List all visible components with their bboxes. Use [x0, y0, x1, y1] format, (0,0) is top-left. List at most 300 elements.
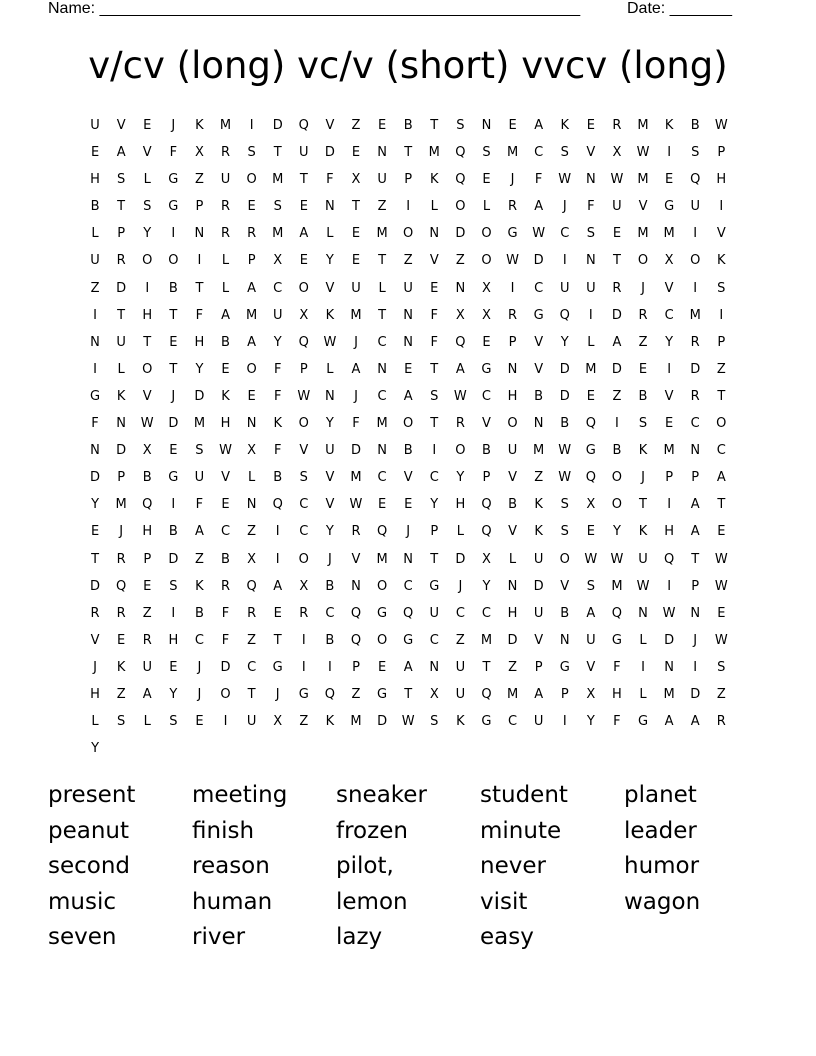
grid-letter: I	[510, 280, 515, 296]
grid-letter: V	[325, 118, 335, 133]
grid-letter: I	[667, 497, 672, 513]
grid-letter: W	[714, 551, 728, 567]
grid-letter: A	[690, 497, 700, 513]
grid-letter: I	[145, 280, 150, 296]
grid-letter: N	[585, 172, 596, 188]
grid-letter: D	[377, 714, 388, 730]
grid-letter: S	[560, 524, 569, 540]
grid-letter: E	[143, 118, 152, 133]
grid-letter: C	[194, 632, 204, 648]
grid-letter: B	[481, 443, 491, 459]
grid-letter: O	[246, 172, 257, 188]
grid-letter: Z	[377, 199, 387, 215]
grid-letter: H	[194, 334, 205, 350]
grid-letter: U	[299, 145, 309, 161]
grid-letter: G	[168, 199, 179, 215]
grid-letter: M	[246, 307, 258, 323]
grid-letter: B	[612, 443, 622, 459]
grid-letter: O	[298, 551, 309, 567]
grid-letter: E	[586, 118, 595, 133]
grid-letter: B	[403, 443, 413, 459]
grid-letter: X	[455, 307, 465, 323]
grid-letter: N	[507, 578, 518, 594]
grid-letter: Y	[430, 497, 439, 513]
grid-letter: E	[482, 172, 491, 188]
grid-letter: E	[612, 226, 622, 242]
grid-letter: P	[534, 659, 543, 675]
grid-letter: H	[168, 632, 179, 648]
grid-letter: S	[143, 199, 152, 215]
grid-letter: D	[116, 280, 127, 296]
grid-letter: Z	[351, 686, 361, 702]
word-list-item: lemon	[336, 888, 408, 915]
word-list-item: planet	[624, 782, 697, 808]
grid-letter: D	[350, 443, 361, 459]
grid-letter: X	[586, 686, 596, 702]
grid-letter: I	[327, 659, 332, 675]
grid-letter: Q	[455, 334, 466, 350]
grid-letter: G	[272, 659, 283, 675]
grid-letter: R	[508, 199, 518, 215]
grid-letter: V	[90, 632, 100, 648]
grid-letter: F	[430, 334, 438, 350]
grid-letter: N	[429, 659, 440, 675]
grid-letter: I	[562, 253, 567, 269]
grid-letter: G	[559, 659, 570, 675]
grid-letter: I	[719, 199, 724, 215]
grid-letter: T	[195, 280, 204, 296]
grid-letter: L	[143, 172, 151, 188]
grid-letter: M	[193, 416, 206, 432]
grid-letter: L	[221, 280, 230, 296]
grid-letter: E	[169, 334, 178, 350]
grid-letter: G	[168, 470, 179, 486]
grid-letter: T	[430, 118, 439, 133]
grid-letter: N	[377, 443, 387, 459]
grid-letter: L	[587, 334, 595, 350]
grid-letter: O	[142, 361, 153, 377]
grid-letter: E	[221, 361, 230, 377]
grid-letter: C	[299, 497, 309, 513]
grid-letter: Q	[585, 470, 596, 486]
grid-letter: X	[142, 443, 152, 459]
grid-letter: H	[90, 686, 100, 702]
grid-letter: E	[143, 578, 152, 594]
grid-letter: V	[664, 280, 674, 296]
grid-letter: G	[377, 686, 388, 702]
grid-letter: F	[91, 416, 99, 432]
grid-letter: O	[690, 253, 701, 269]
grid-letter: D	[90, 578, 101, 594]
grid-letter: M	[533, 443, 545, 459]
grid-letter: P	[247, 253, 256, 269]
grid-letter: W	[558, 443, 572, 459]
grid-letter: E	[117, 632, 126, 648]
grid-letter: R	[690, 388, 700, 404]
grid-letter: P	[508, 334, 517, 350]
grid-letter: C	[481, 388, 491, 404]
grid-letter: G	[403, 632, 414, 648]
grid-letter: N	[403, 307, 414, 323]
grid-letter: J	[354, 388, 358, 404]
grid-letter: K	[534, 497, 543, 513]
grid-letter: E	[273, 605, 282, 621]
grid-letter: Q	[481, 497, 492, 513]
grid-letter: C	[377, 334, 387, 350]
grid-letter: K	[221, 388, 230, 404]
grid-letter: N	[533, 416, 544, 432]
grid-letter: N	[246, 416, 257, 432]
grid-letter: R	[299, 605, 309, 621]
grid-letter: D	[168, 551, 179, 567]
word-list-item: peanut	[48, 817, 130, 844]
grid-letter: W	[714, 632, 728, 648]
grid-letter: W	[714, 578, 728, 594]
grid-letter: E	[586, 524, 595, 540]
grid-letter: O	[481, 253, 492, 269]
word-list-item: lazy	[336, 924, 383, 951]
grid-letter: T	[612, 253, 621, 269]
grid-letter: Z	[247, 524, 257, 540]
grid-letter: E	[482, 334, 491, 350]
grid-letter: B	[221, 334, 230, 350]
grid-letter: Z	[194, 172, 204, 188]
grid-letter: K	[116, 659, 126, 675]
grid-letter: Y	[612, 524, 621, 540]
word-list-item: finish	[192, 817, 255, 844]
grid-letter: I	[406, 199, 411, 215]
grid-letter: C	[273, 280, 283, 296]
grid-letter: E	[377, 497, 387, 513]
grid-letter: S	[273, 199, 282, 215]
grid-letter: Y	[91, 741, 100, 757]
grid-letter: N	[429, 226, 440, 242]
grid-letter: D	[559, 388, 570, 404]
grid-letter: Q	[663, 551, 675, 567]
grid-letter: J	[693, 632, 698, 648]
grid-letter: C	[403, 578, 413, 594]
grid-letter: R	[247, 605, 257, 621]
grid-letter: O	[376, 578, 388, 594]
grid-letter: Z	[638, 334, 648, 350]
grid-letter: R	[90, 605, 100, 621]
grid-letter: X	[482, 280, 491, 296]
grid-letter: U	[220, 172, 231, 188]
grid-letter: Z	[194, 551, 204, 567]
grid-letter: H	[142, 307, 153, 323]
grid-letter: R	[455, 416, 465, 432]
grid-letter: P	[691, 470, 700, 486]
grid-letter: J	[197, 686, 202, 702]
grid-letter: M	[376, 551, 388, 567]
grid-letter: M	[350, 307, 362, 323]
grid-letter: C	[534, 145, 544, 161]
grid-letter: A	[664, 714, 674, 730]
grid-letter: T	[169, 361, 178, 377]
grid-letter: V	[221, 470, 230, 486]
grid-letter: I	[719, 307, 724, 323]
grid-letter: A	[194, 524, 204, 540]
grid-letter: Y	[325, 416, 334, 432]
grid-letter: V	[508, 524, 517, 540]
grid-letter: D	[168, 416, 179, 432]
grid-letter: W	[453, 388, 467, 404]
word-list-item: seven	[48, 924, 117, 951]
grid-letter: D	[194, 388, 205, 404]
grid-letter: F	[273, 443, 282, 459]
grid-letter: D	[272, 118, 283, 133]
grid-letter: A	[690, 714, 700, 730]
grid-letter: S	[169, 578, 178, 594]
grid-letter: A	[247, 280, 257, 296]
grid-letter: F	[273, 388, 282, 404]
grid-letter: S	[117, 172, 126, 188]
grid-letter: D	[611, 361, 622, 377]
grid-letter: Z	[351, 118, 361, 133]
grid-letter: V	[299, 443, 309, 459]
grid-letter: V	[586, 659, 596, 675]
grid-letter: M	[480, 632, 493, 648]
grid-letter: I	[223, 714, 228, 730]
grid-letter: Y	[665, 334, 674, 350]
grid-letter: W	[219, 443, 232, 459]
grid-letter: F	[195, 497, 204, 513]
grid-letter: N	[246, 497, 257, 513]
header	[48, 0, 748, 20]
grid-letter: T	[404, 145, 413, 161]
grid-letter: E	[404, 361, 413, 377]
grid-letter: K	[638, 443, 648, 459]
grid-letter: E	[430, 280, 439, 296]
grid-letter: R	[351, 524, 361, 540]
grid-letter: S	[482, 145, 491, 161]
grid-letter: N	[351, 578, 361, 594]
grid-letter: Q	[455, 172, 466, 188]
grid-letter: E	[638, 361, 648, 377]
grid-letter: J	[354, 334, 358, 350]
grid-letter: U	[612, 199, 622, 215]
grid-letter: J	[197, 659, 202, 675]
grid-letter: U	[272, 307, 283, 323]
grid-letter: T	[378, 307, 387, 323]
grid-letter: K	[534, 524, 543, 540]
grid-letter: S	[195, 443, 204, 459]
grid-letter: D	[116, 443, 127, 459]
grid-letter: M	[663, 443, 675, 459]
grid-letter: P	[560, 686, 569, 702]
grid-letter: O	[559, 551, 570, 567]
grid-letter: Y	[195, 361, 204, 377]
word-list-item: visit	[480, 888, 528, 915]
grid-letter: T	[117, 199, 126, 215]
word-list-item: river	[192, 924, 246, 951]
grid-letter: W	[140, 416, 154, 432]
grid-letter: U	[116, 334, 126, 350]
grid-letter: B	[508, 497, 517, 513]
grid-letter: V	[325, 470, 335, 486]
grid-letter: Z	[716, 361, 726, 377]
grid-letter: W	[558, 470, 572, 486]
grid-letter: E	[665, 416, 674, 432]
grid-letter: N	[377, 145, 387, 161]
grid-letter: T	[717, 497, 726, 513]
grid-letter: G	[481, 361, 492, 377]
grid-letter: Z	[90, 280, 100, 296]
grid-letter: Y	[169, 686, 178, 702]
grid-letter: Q	[455, 145, 466, 161]
grid-letter: C	[716, 443, 726, 459]
grid-letter: G	[585, 443, 596, 459]
grid-letter: T	[352, 199, 360, 215]
grid-letter: O	[298, 280, 309, 296]
grid-letter: I	[562, 714, 567, 730]
grid-letter: M	[663, 686, 675, 702]
grid-letter: N	[90, 443, 100, 459]
grid-letter: V	[560, 578, 570, 594]
grid-letter: V	[716, 226, 726, 242]
grid-letter: S	[430, 714, 439, 730]
grid-letter: Q	[350, 632, 362, 648]
grid-letter: E	[717, 605, 726, 621]
grid-letter: S	[586, 578, 595, 594]
grid-letter: T	[378, 253, 387, 269]
grid-letter: U	[507, 443, 518, 459]
grid-letter: V	[482, 416, 491, 432]
grid-letter: N	[194, 226, 205, 242]
grid-letter: H	[664, 524, 674, 540]
grid-letter: Y	[325, 253, 334, 269]
grid-letter: Z	[142, 605, 152, 621]
grid-letter: W	[558, 172, 572, 188]
grid-letter: U	[690, 199, 700, 215]
grid-letter: Z	[455, 632, 465, 648]
word-list-item: humor	[624, 853, 700, 880]
grid-letter: M	[689, 307, 701, 323]
word-list-item: student	[480, 782, 568, 808]
grid-letter: N	[377, 361, 387, 377]
grid-letter: N	[403, 334, 414, 350]
grid-letter: T	[247, 686, 256, 702]
grid-letter: I	[667, 361, 672, 377]
word-search-grid	[82, 112, 734, 762]
grid-letter: S	[691, 145, 700, 161]
grid-letter: X	[247, 443, 257, 459]
grid-letter: X	[247, 551, 257, 567]
grid-letter: M	[219, 118, 232, 133]
grid-letter: Q	[690, 172, 701, 188]
grid-letter: E	[377, 659, 387, 675]
grid-letter: R	[638, 307, 648, 323]
grid-letter: Z	[403, 253, 413, 269]
grid-letter: T	[482, 659, 491, 675]
grid-letter: V	[534, 632, 544, 648]
grid-letter: P	[352, 659, 360, 675]
grid-letter: N	[481, 118, 492, 133]
grid-letter: A	[247, 334, 257, 350]
date-field-label: Date: _______	[627, 0, 732, 17]
grid-letter: I	[693, 659, 698, 675]
word-list-item: reason	[192, 853, 270, 880]
grid-letter: X	[273, 714, 283, 730]
grid-letter: T	[117, 307, 126, 323]
grid-letter: U	[90, 253, 100, 269]
grid-letter: R	[116, 253, 126, 269]
grid-letter: P	[117, 226, 126, 242]
grid-letter: T	[273, 632, 282, 648]
grid-letter: J	[275, 686, 280, 702]
grid-letter: X	[351, 172, 361, 188]
grid-letter: E	[90, 145, 100, 161]
grid-letter: Q	[324, 686, 335, 702]
grid-letter: W	[323, 334, 337, 350]
grid-letter: Y	[560, 334, 569, 350]
grid-letter: X	[612, 145, 622, 161]
grid-letter: U	[351, 280, 361, 296]
grid-letter: U	[455, 686, 466, 702]
grid-letter: I	[93, 307, 97, 323]
grid-letter: W	[662, 605, 676, 621]
grid-letter: O	[481, 226, 492, 242]
grid-letter: V	[142, 145, 152, 161]
name-field-label: Name: ______________________________________________________	[48, 0, 581, 17]
grid-letter: T	[273, 145, 282, 161]
grid-letter: B	[690, 118, 700, 133]
grid-letter: F	[534, 172, 543, 188]
grid-letter: E	[221, 497, 230, 513]
grid-letter: C	[247, 659, 257, 675]
grid-letter: Q	[272, 497, 283, 513]
grid-letter: D	[559, 361, 570, 377]
grid-letter: V	[429, 253, 439, 269]
grid-letter: U	[533, 605, 544, 621]
grid-letter: V	[534, 361, 544, 377]
grid-letter: K	[325, 307, 335, 323]
grid-letter: H	[716, 172, 727, 188]
grid-letter: X	[586, 497, 596, 513]
grid-letter: T	[299, 172, 308, 188]
grid-letter: Q	[246, 578, 257, 594]
grid-letter: P	[299, 361, 308, 377]
grid-letter: N	[690, 443, 701, 459]
grid-letter: H	[507, 605, 518, 621]
grid-letter: U	[533, 714, 544, 730]
grid-letter: T	[91, 551, 100, 567]
grid-letter: S	[586, 226, 595, 242]
grid-letter: Q	[376, 524, 388, 540]
grid-letter: E	[195, 714, 204, 730]
grid-letter: U	[90, 118, 100, 133]
grid-letter: G	[429, 578, 440, 594]
grid-letter: L	[221, 253, 230, 269]
grid-letter: I	[693, 280, 698, 296]
grid-letter: Z	[455, 253, 465, 269]
grid-letter: G	[481, 714, 492, 730]
grid-letter: V	[508, 470, 517, 486]
grid-letter: R	[612, 118, 622, 133]
grid-letter: I	[641, 659, 645, 675]
grid-letter: K	[560, 118, 569, 133]
grid-letter: N	[585, 253, 596, 269]
grid-letter: C	[560, 226, 570, 242]
grid-letter: R	[247, 226, 257, 242]
grid-letter: D	[611, 307, 622, 323]
grid-letter: X	[194, 145, 204, 161]
grid-letter: T	[639, 497, 647, 513]
grid-letter: A	[221, 307, 230, 323]
grid-letter: Y	[456, 470, 465, 486]
grid-letter: L	[508, 551, 517, 567]
grid-letter: Q	[481, 686, 492, 702]
